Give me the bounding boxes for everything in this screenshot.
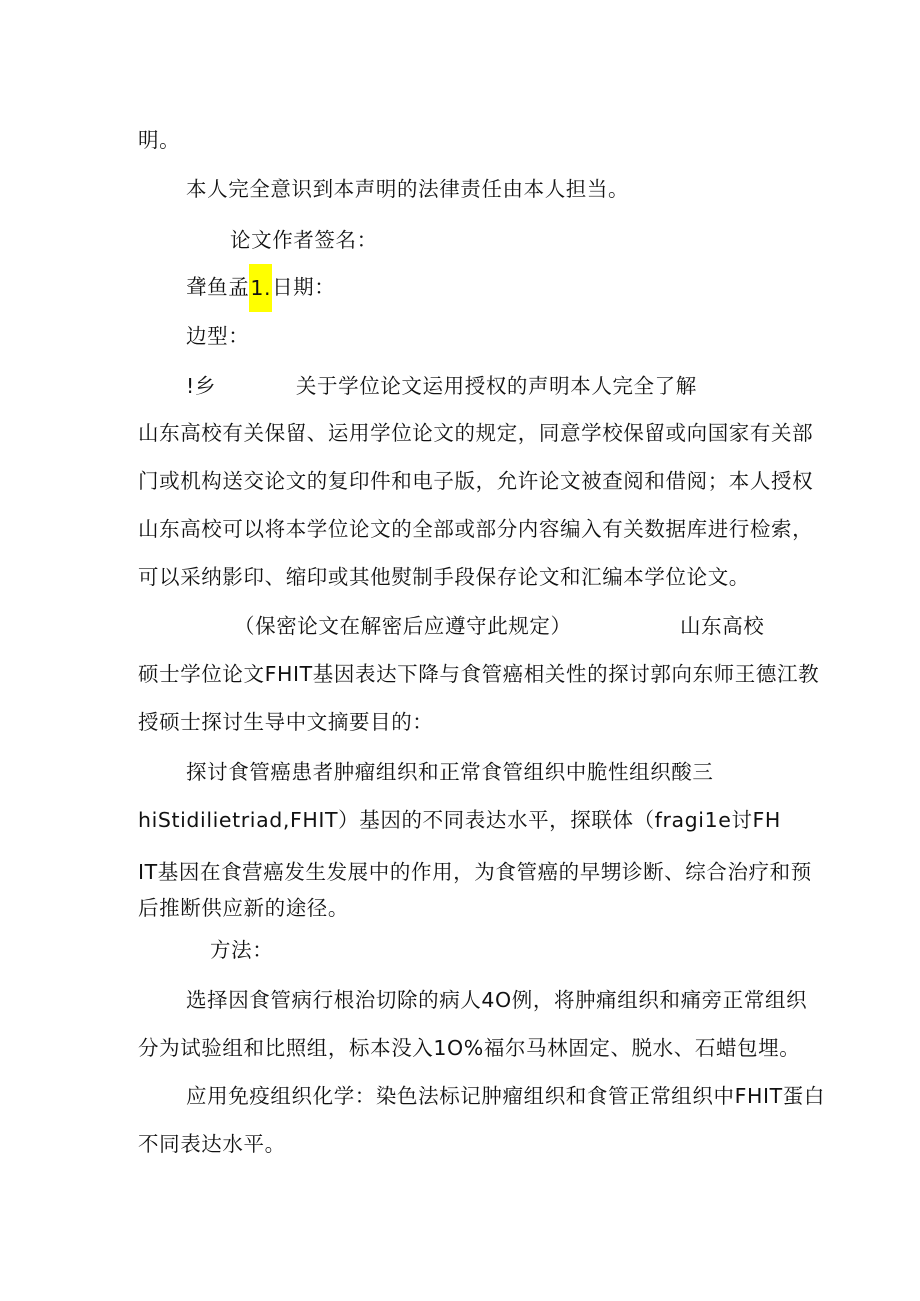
text-line-17: 后推断供应新的途径。 — [138, 896, 349, 920]
text-line-16: IT基因在食营癌发生发展中的作用，为食管癌的早甥诊断、综合治疗和预 — [138, 860, 812, 884]
auth-prefix: !乡 — [186, 374, 216, 398]
text-line-10: 可以采纳影印、缩印或其他熨制手段保存论文和汇编本学位论文。 — [138, 565, 750, 589]
text-line-20: 分为试验组和比照组，标本没入1O%福尔马林固定、脱水、石蜡包埋。 — [138, 1036, 801, 1060]
highlight-mark: 1. — [249, 264, 272, 312]
text-line-7: 山东高校有关保留、运用学位论文的规定，同意学校保留或向国家有关部 — [138, 421, 814, 445]
text-line-8: 门或机构送交论文的复印件和电子版，允许论文被查阅和借阅；本人授权 — [138, 469, 814, 493]
text-line-19: 选择因食管病行根治切除的病人4O例，将肿痛组织和痛旁正常组织 — [186, 988, 808, 1012]
text-line-18: 方法： — [210, 938, 274, 962]
text-line-2: 本人完全意识到本声明的法律责任由本人担当。 — [186, 177, 630, 201]
text-line-9: 山东高校可以将本学位论文的全部或部分内容编入有关数据库进行检索， — [138, 517, 814, 541]
text-line-12: 硕士学位论文FHIT基因表达下降与食管癌相关性的探讨郭向东师王德江教 — [138, 662, 820, 686]
confidential-note: （保密论文在解密后应遵守此规定） — [234, 614, 572, 638]
text-line-1: 明。 — [138, 128, 181, 152]
auth-title: 关于学位论文运用授权的声明本人完全了解 — [295, 374, 697, 398]
text-line-13: 授硕士探讨生导中文摘要目的： — [138, 710, 434, 734]
signature-date-line — [186, 263, 335, 312]
text-line-21: 应用免疫组织化学：染色法标记肿瘤组织和食管正常组织中FHIT蛋白 — [186, 1084, 825, 1108]
text-line-22: 不同表达水平。 — [138, 1132, 286, 1156]
text-line-15: hiStidilietriad,FHIT）基因的不同表达水平，探联体（fragi1e讨FH — [138, 808, 781, 832]
text-line-5: 边型： — [186, 324, 250, 348]
signature-glyphs: 聋鱼孟 — [186, 275, 250, 299]
text-line-14: 探讨食管癌患者肿瘤组织和正常食管组织中脆性组织酸三 — [186, 760, 714, 784]
school-name: 山东高校 — [680, 614, 765, 638]
date-label: 日期： — [272, 275, 336, 299]
authorization-title-line — [186, 373, 697, 399]
text-line-3: 论文作者签名： — [230, 228, 378, 252]
